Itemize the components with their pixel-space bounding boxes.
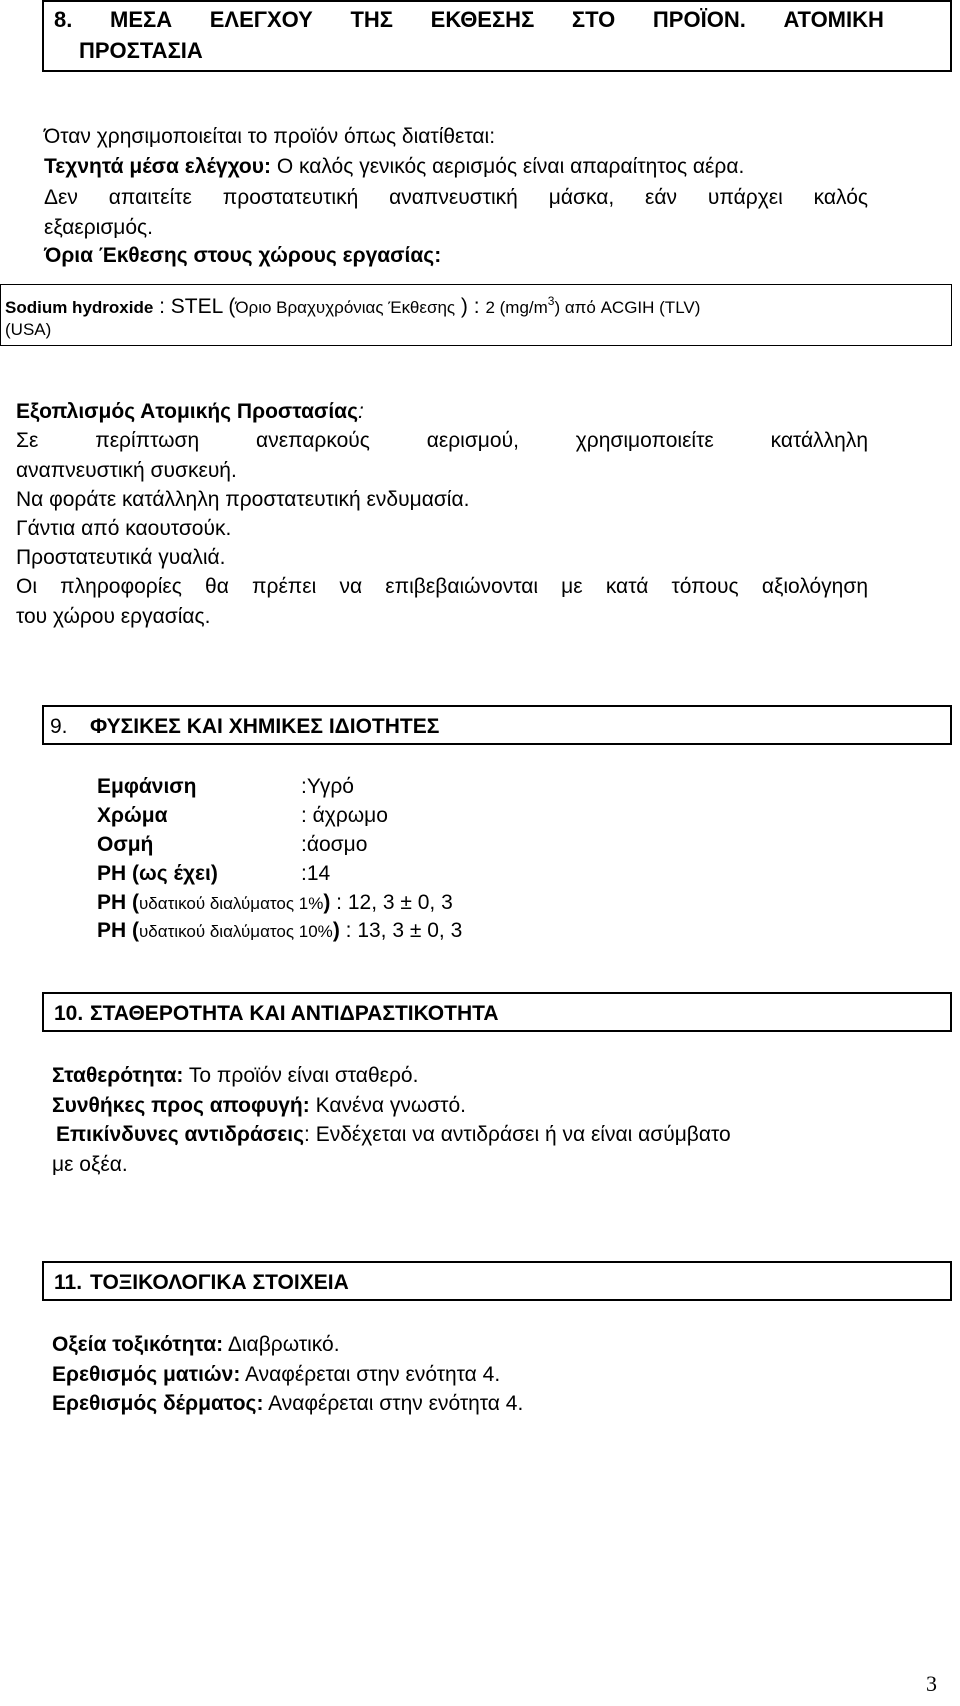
- tech-controls-label: Τεχνητά μέσα ελέγχου:: [44, 155, 271, 178]
- section-11-number: 11.: [54, 1271, 83, 1294]
- ppe-line-3: Να φοράτε κατάλληλη προστατευτική ενδυμασία.: [16, 488, 470, 511]
- exposure-limits-title: Όρια Έκθεσης στους χώρους εργασίας:: [44, 244, 442, 267]
- conditions-avoid-label: Συνθήκες προς αποφυγή:: [52, 1094, 310, 1117]
- ppe-line-5: Προστατευτικά γυαλιά.: [16, 546, 226, 569]
- tech-controls-line: [44, 153, 744, 180]
- section-8-title-line2: ΠΡΟΣΤΑΣΙΑ: [79, 38, 203, 63]
- section-9-number: 9.: [50, 715, 68, 738]
- hazardous-reactions-label: Επικίνδυνες αντιδράσεις: [56, 1123, 305, 1146]
- stel-prefix: : STEL (: [153, 295, 236, 318]
- stel-source: ) από ACGIH (TLV): [554, 298, 701, 317]
- hazardous-reactions-line: [56, 1121, 731, 1148]
- stel-unit-superscript: 3: [547, 294, 555, 308]
- stel-separator: ) :: [455, 295, 486, 318]
- eye-irritation-text: Αναφέρεται στην ενότητα 4.: [240, 1363, 501, 1386]
- skin-irritation-label: Ερεθισμός δέρματος:: [52, 1392, 264, 1415]
- mask-line-1: Δεν απαιτείτε προστατευτική αναπνευστική μάσκα, εάν υπάρχει καλός: [44, 186, 868, 209]
- section-10-header-box: [42, 992, 952, 1032]
- tech-controls-text: Ο καλός γενικός αερισμός είναι απαραίτητος αέρα.: [270, 155, 745, 178]
- ppe-line-2: αναπνευστική συσκευή.: [16, 459, 237, 482]
- property-value: :14: [301, 862, 331, 885]
- property-label: Χρώμα: [97, 804, 168, 827]
- ppe-line-6: Οι πληροφορίες θα πρέπει να επιβεβαιώνονται με κατά τόπους αξιολόγηση: [16, 575, 868, 598]
- section-8-header-box: [42, 0, 952, 72]
- ppe-title-line: [16, 398, 364, 425]
- skin-irritation-text: Αναφέρεται στην ενότητα 4.: [263, 1392, 524, 1415]
- conditions-avoid-line: [52, 1092, 466, 1119]
- exposure-limit-line1: [5, 293, 700, 320]
- property-label: PH (ως έχει): [97, 862, 218, 885]
- stability-line: [52, 1062, 418, 1089]
- section-9-title: ΦΥΣΙΚΕΣ ΚΑΙ ΧΗΜΙΚΕΣ ΙΔΙΟΤΗΤΕΣ: [90, 715, 440, 738]
- eye-irritation-line: [52, 1361, 500, 1388]
- section-8-title-line1: 8. ΜΕΣΑ ΕΛΕΓΧΟΥ ΤΗΣ ΕΚΘΕΣΗΣ ΣΤΟ ΠΡΟΪΟΝ. ΑΤΟΜΙΚΗ: [54, 7, 884, 32]
- property-value: :Υγρό: [301, 775, 354, 798]
- ppe-line-4: Γάντια από καουτσούκ.: [16, 517, 232, 540]
- ppe-title: Εξοπλισμός Ατομικής Προστασίας: [16, 400, 359, 423]
- ph-note: υδατικού διαλύματος 10%: [139, 922, 333, 941]
- eye-irritation-label: Ερεθισμός ματιών:: [52, 1363, 241, 1386]
- mask-line-2: εξαερισμός.: [44, 216, 154, 239]
- property-value: :άοσμο: [301, 833, 368, 856]
- acute-toxicity-label: Οξεία τοξικότητα:: [52, 1333, 224, 1356]
- section-9-header-box: [42, 705, 952, 745]
- ppe-colon: :: [358, 400, 364, 423]
- section-10-number: 10.: [54, 1002, 84, 1025]
- property-label: Οσμή: [97, 833, 154, 856]
- section-10-title: ΣΤΑΘΕΡΟΤΗΤΑ ΚΑΙ ΑΝΤΙΔΡΑΣΤΙΚΟΤΗΤΑ: [90, 1002, 499, 1025]
- property-row-ph-10pct: PH (υδατικού διαλύματος 10%) : 13, 3 ± 0, 3: [97, 919, 463, 942]
- property-label: Εμφάνιση: [97, 775, 197, 798]
- exposure-limit-country: (USA): [5, 320, 52, 339]
- hazardous-reactions-line-2: με οξέα.: [52, 1153, 128, 1176]
- acute-toxicity-line: [52, 1331, 340, 1358]
- section-11-title: ΤΟΞΙΚΟΛΟΓΙΚΑ ΣΤΟΙΧΕΙΑ: [90, 1271, 349, 1294]
- ph-note: υδατικού διαλύματος 1%: [139, 894, 324, 913]
- ppe-line-1: Σε περίπτωση ανεπαρκούς αερισμού, χρησιμοποιείτε κατάλληλη: [16, 429, 868, 452]
- stability-label: Σταθερότητα:: [52, 1064, 184, 1087]
- skin-irritation-line: [52, 1390, 523, 1417]
- stel-description: Όριο Βραχυχρόνιας Έκθεσης: [235, 298, 456, 317]
- stel-value: 2 (mg/m: [485, 298, 548, 317]
- property-row-ph-1pct: PH (υδατικού διαλύματος 1%) : 12, 3 ± 0, 3: [97, 891, 453, 914]
- property-value: : άχρωμο: [301, 804, 388, 827]
- stability-text: Το προϊόν είναι σταθερό.: [183, 1064, 419, 1087]
- section-11-header-box: [42, 1261, 952, 1301]
- intro-text: Όταν χρησιμοποιείται το προϊόν όπως διατίθεται:: [44, 125, 496, 148]
- substance-name: Sodium hydroxide: [5, 298, 154, 317]
- page-number: 3: [926, 1671, 937, 1696]
- ph-value: : 13, 3 ± 0, 3: [339, 919, 463, 942]
- hazardous-reactions-text: : Ενδέχεται να αντιδράσει ή να είναι ασύμβατο: [304, 1123, 731, 1146]
- exposure-limit-box: [0, 284, 952, 346]
- ph-value: : 12, 3 ± 0, 3: [330, 891, 453, 914]
- ppe-line-7: του χώρου εργασίας.: [16, 605, 211, 628]
- conditions-avoid-text: Κανένα γνωστό.: [309, 1094, 466, 1117]
- acute-toxicity-text: Διαβρωτικό.: [223, 1333, 340, 1356]
